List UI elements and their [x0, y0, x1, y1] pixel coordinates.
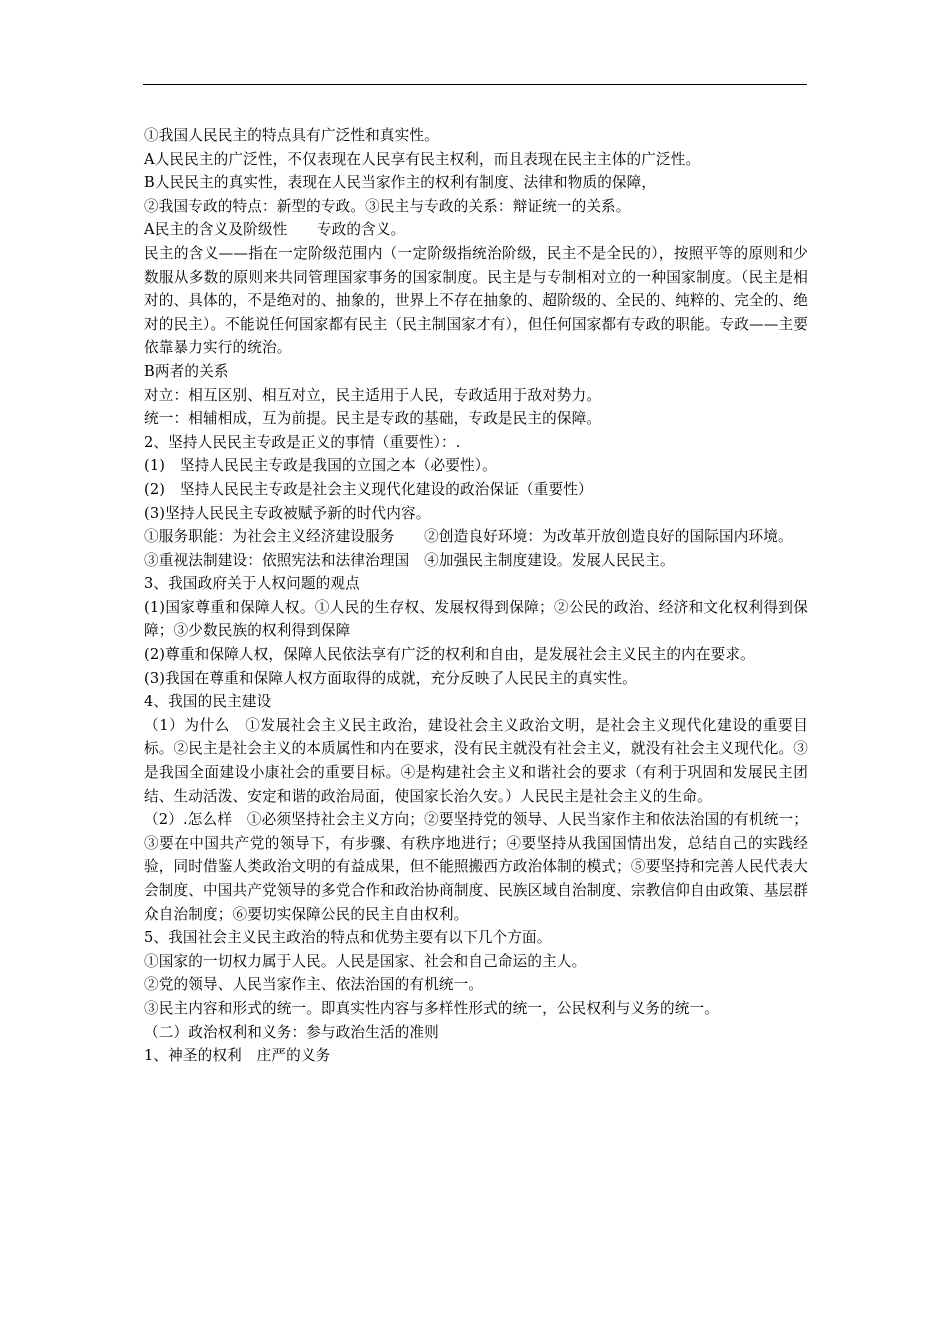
text-paragraph: （1）为什么 ①发展社会主义民主政治，建设社会主义政治文明，是社会主义现代化建设的重要目标。②民主是社会主义的本质属性和内在要求，没有民主就没有社会主义，就没有社会主义现代化。③是我国全面建设小康社会的重要目标。④是构建社会主义和谐社会的要求（有利于巩固和发展民主团结、生动活泼、安定和谐的政治局面，使国家长治久安。）人民民主是社会主义的生命。 [144, 716, 808, 805]
section-heading: 4、我国的民主建设 [144, 693, 272, 711]
text-paragraph: 民主的含义——指在一定阶级范围内（一定阶级指统治阶级，民主不是全民的），按照平等的原则和少数服从多数的原则来共同管理国家事务的国家制度。民主是与专制相对立的一种国家制度。（民主是相对的、具体的，不是绝对的、抽象的，世界上不存在抽象的、超阶级的、全民的、纯粹的、完全的、绝对的民主）。不能说任何国家都有民主（民主制国家才有），但任何国家都有专政的职能。专政——主要依靠暴力实行的统治。 [144, 244, 808, 357]
text-line: (2) 坚持人民民主专政是社会主义现代化建设的政治保证（重要性） [144, 480, 593, 498]
section-heading: 5、我国社会主义民主政治的特点和优势主要有以下几个方面。 [144, 929, 552, 947]
text-line: (3)我国在尊重和保障人权方面取得的成就，充分反映了人民民主的真实性。 [144, 669, 637, 687]
text-paragraph: （2）.怎么样 ①必须坚持社会主义方向；②要坚持党的领导、人民当家作主和依法治国的有机统一；③要在中国共产党的领导下，有步骤、有秩序地进行；④要坚持从我国国情出发，总结自己的实践经验，同时借鉴人类政治文明的有益成果，但不能照搬西方政治体制的模式；⑤要坚持和完善人民代表大会制度、中国共产党领导的多党合作和政治协商制度、民族区域自治制度、宗教信仰自由政策、基层群众自治制度；⑥要切实保障公民的民主自由权利。 [144, 811, 808, 923]
text-line: (1) 坚持人民民主专政是我国的立国之本（必要性）。 [144, 457, 497, 475]
text-paragraph: (2)尊重和保障人权，保障人民依法享有广泛的权利和自由，是发展社会主义民主的内在要求。 [144, 646, 755, 664]
text-line: ①国家的一切权力属于人民。人民是国家、社会和自己命运的主人。 [144, 952, 587, 970]
section-heading: 1、神圣的权利 庄严的义务 [144, 1047, 331, 1065]
text-line: 统一：相辅相成，互为前提。民主是专政的基础，专政是民主的保障。 [144, 410, 602, 428]
text-line: ③重视法制建设：依照宪法和法律治理国 ④加强民主制度建设。发展人民民主。 [144, 551, 675, 569]
text-paragraph: ①服务职能：为社会主义经济建设服务 ②创造良好环境：为改革开放创造良好的国际国内环境。 [144, 528, 793, 546]
text-line: ①我国人民民主的特点具有广泛性和真实性。 [144, 127, 439, 144]
document-body [144, 124, 808, 1068]
text-line: (3)坚持人民民主专政被赋予新的时代内容。 [144, 504, 431, 522]
section-heading: 3、我国政府关于人权问题的观点 [144, 575, 360, 593]
text-line: ②党的领导、人民当家作主、依法治国的有机统一。 [144, 976, 484, 994]
text-line: B人民民主的真实性，表现在人民当家作主的权利有制度、法律和物质的保障， [144, 174, 657, 192]
text-paragraph: (1)国家尊重和保障人权。①人民的生存权、发展权得到保障；②公民的政治、经济和文化权利得到保障；③少数民族的权利得到保障 [144, 598, 808, 640]
text-line: ③民主内容和形式的统一。即真实性内容与多样性形式的统一，公民权利与义务的统一。 [144, 999, 720, 1017]
section-heading: 2、坚持人民民主专政是正义的事情（重要性）：. [144, 433, 461, 451]
text-line: A人民民主的广泛性，不仅表现在人民享有民主权利，而且表现在民主主体的广泛性。 [144, 150, 701, 168]
text-line: 对立：相互区别、相互对立，民主适用于人民，专政适用于敌对势力。 [144, 386, 602, 404]
header-rule [143, 84, 807, 85]
text-line: ②我国专政的特点：新型的专政。③民主与专政的关系：辩证统一的关系。 [144, 197, 631, 215]
text-line: B两者的关系 [144, 362, 229, 380]
text-line: A民主的含义及阶级性 专政的含义。 [144, 221, 406, 239]
section-heading: （二）政治权利和义务：参与政治生活的准则 [144, 1023, 439, 1041]
